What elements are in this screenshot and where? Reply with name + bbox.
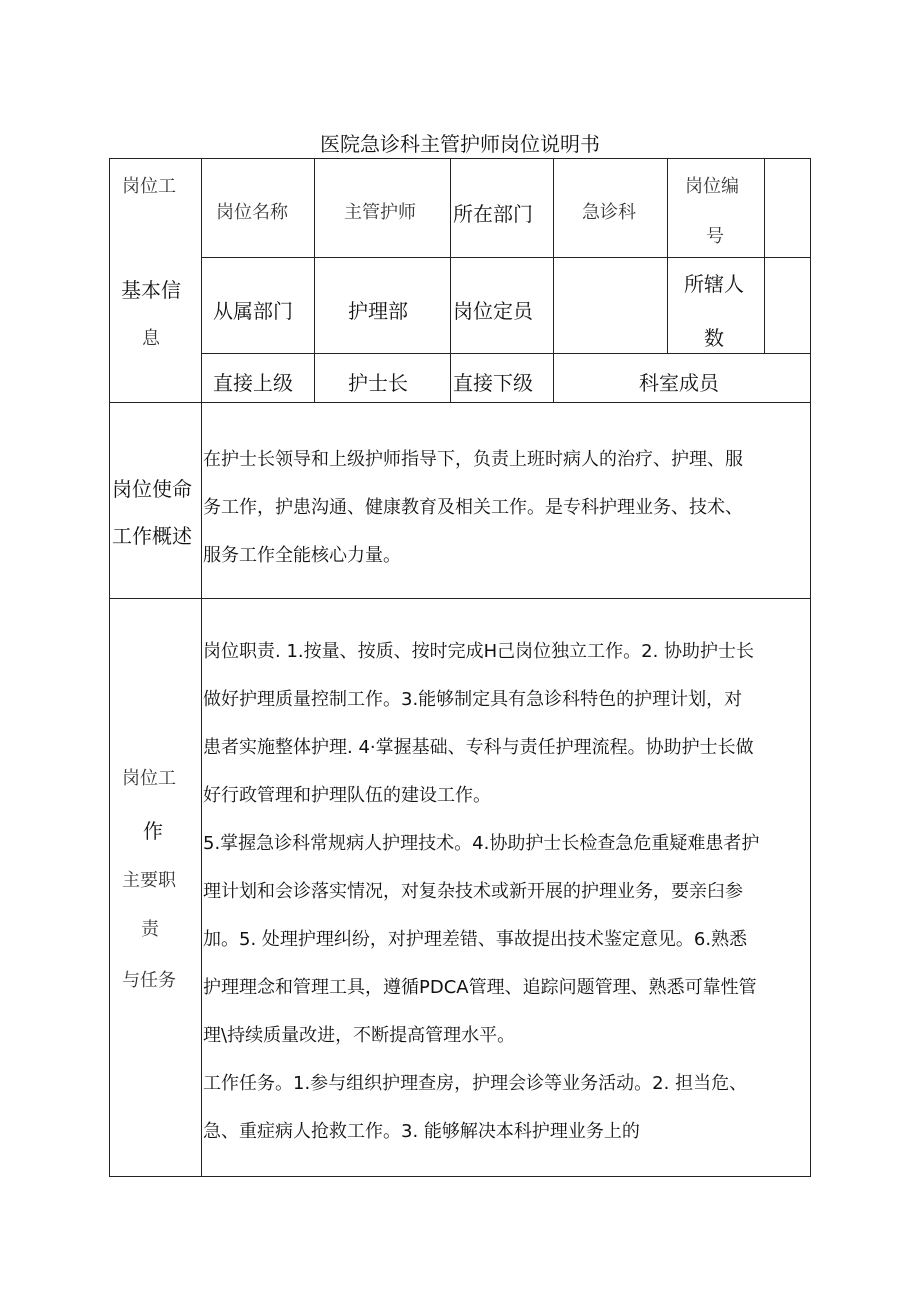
section-divider [109,598,811,599]
mission-label: 工作概述 [112,524,192,548]
position-name-label: 岗位名称 [216,202,288,223]
duties-line: 患者实施整体护理. 4·掌握基础、专科与责任护理流程。协助护士长做 [203,737,754,758]
col-divider [667,158,668,354]
col-divider [314,158,315,403]
duties-line: 加。5. 处理护理纠纷，对护理差错、事故提出技术鉴定意见。6.熟悉 [203,929,748,950]
mission-label: 岗位使命 [112,477,192,501]
position-code-label: 岗位编 [685,176,739,197]
position-name-value: 主管护师 [344,202,416,223]
duties-line: 做好护理质量控制工作。3.能够制定具有急诊科特色的护理计划，对 [203,689,743,710]
section-divider [109,402,811,403]
col-divider [553,158,554,403]
direct-subordinate-label: 直接下级 [453,371,533,395]
duties-line: 护理理念和管理工具，遵循PDCA管理、追踪问题管理、熟悉可靠性管 [203,977,757,998]
document-title: 医院急诊科主管护师岗位说明书 [320,132,600,156]
position-code-label: 号 [706,226,724,247]
col-divider [764,158,765,354]
parent-department-label: 从属部门 [213,299,293,323]
staff-quota-label: 岗位定员 [453,299,533,323]
department-label: 所在部门 [453,202,533,226]
table-border-bottom [109,1176,811,1177]
duties-line: 工作任务。1.参与组织护理查房，护理会诊等业务活动。2. 担当危、 [203,1073,748,1094]
duties-line: 好行政管理和护理队伍的建设工作。 [203,785,491,806]
duties-label: 与任务 [122,970,176,991]
basic-info-label: 基本信 [121,278,181,302]
direct-superior-value: 护士长 [348,371,408,395]
subordinate-count-label: 所辖人 [684,272,744,296]
table-border-left [109,158,110,1177]
parent-department-value: 护理部 [348,299,408,323]
basic-info-label: 岗位工 [122,176,176,197]
basic-info-label: 息 [142,328,160,349]
duties-line: 理计划和会诊落实情况，对复杂技术或新开展的护理业务，要亲臼参 [203,881,743,902]
table-border-top [109,158,811,159]
duties-label: 责 [141,919,159,940]
duties-label: 岗位工 [122,768,176,789]
direct-subordinate-value: 科室成员 [639,371,719,395]
label-column-divider [201,158,202,1177]
mission-text [203,436,813,580]
duties-line: 5.掌握急诊科常规病人护理技术。4.协助护士长检查急危重疑难患者护 [203,833,760,854]
subordinate-count-label: 数 [704,326,724,350]
col-divider [450,158,451,403]
duties-line: 理\持续质量改进，不断提高管理水平。 [203,1025,516,1046]
duties-label: 主要职 [122,870,176,891]
row-divider [201,257,811,258]
mission-line: 服务工作全能核心力量。 [203,545,401,566]
department-value: 急诊科 [582,202,636,223]
duties-line: 急、重症病人抢救工作。3. 能够解决本科护理业务上的 [203,1121,640,1142]
duties-line: 岗位职责. 1.按量、按质、按时完成H己岗位独立工作。2. 协助护士长 [203,641,755,662]
duties-label: 作 [143,819,163,843]
mission-line: 在护士长领导和上级护师指导下，负责上班时病人的治疗、护理、服 [203,449,743,470]
row-divider [201,353,811,354]
direct-superior-label: 直接上级 [213,371,293,395]
mission-line: 务工作，护患沟通、健康教育及相关工作。是专科护理业务、技术、 [203,497,743,518]
duties-text [203,628,813,1156]
